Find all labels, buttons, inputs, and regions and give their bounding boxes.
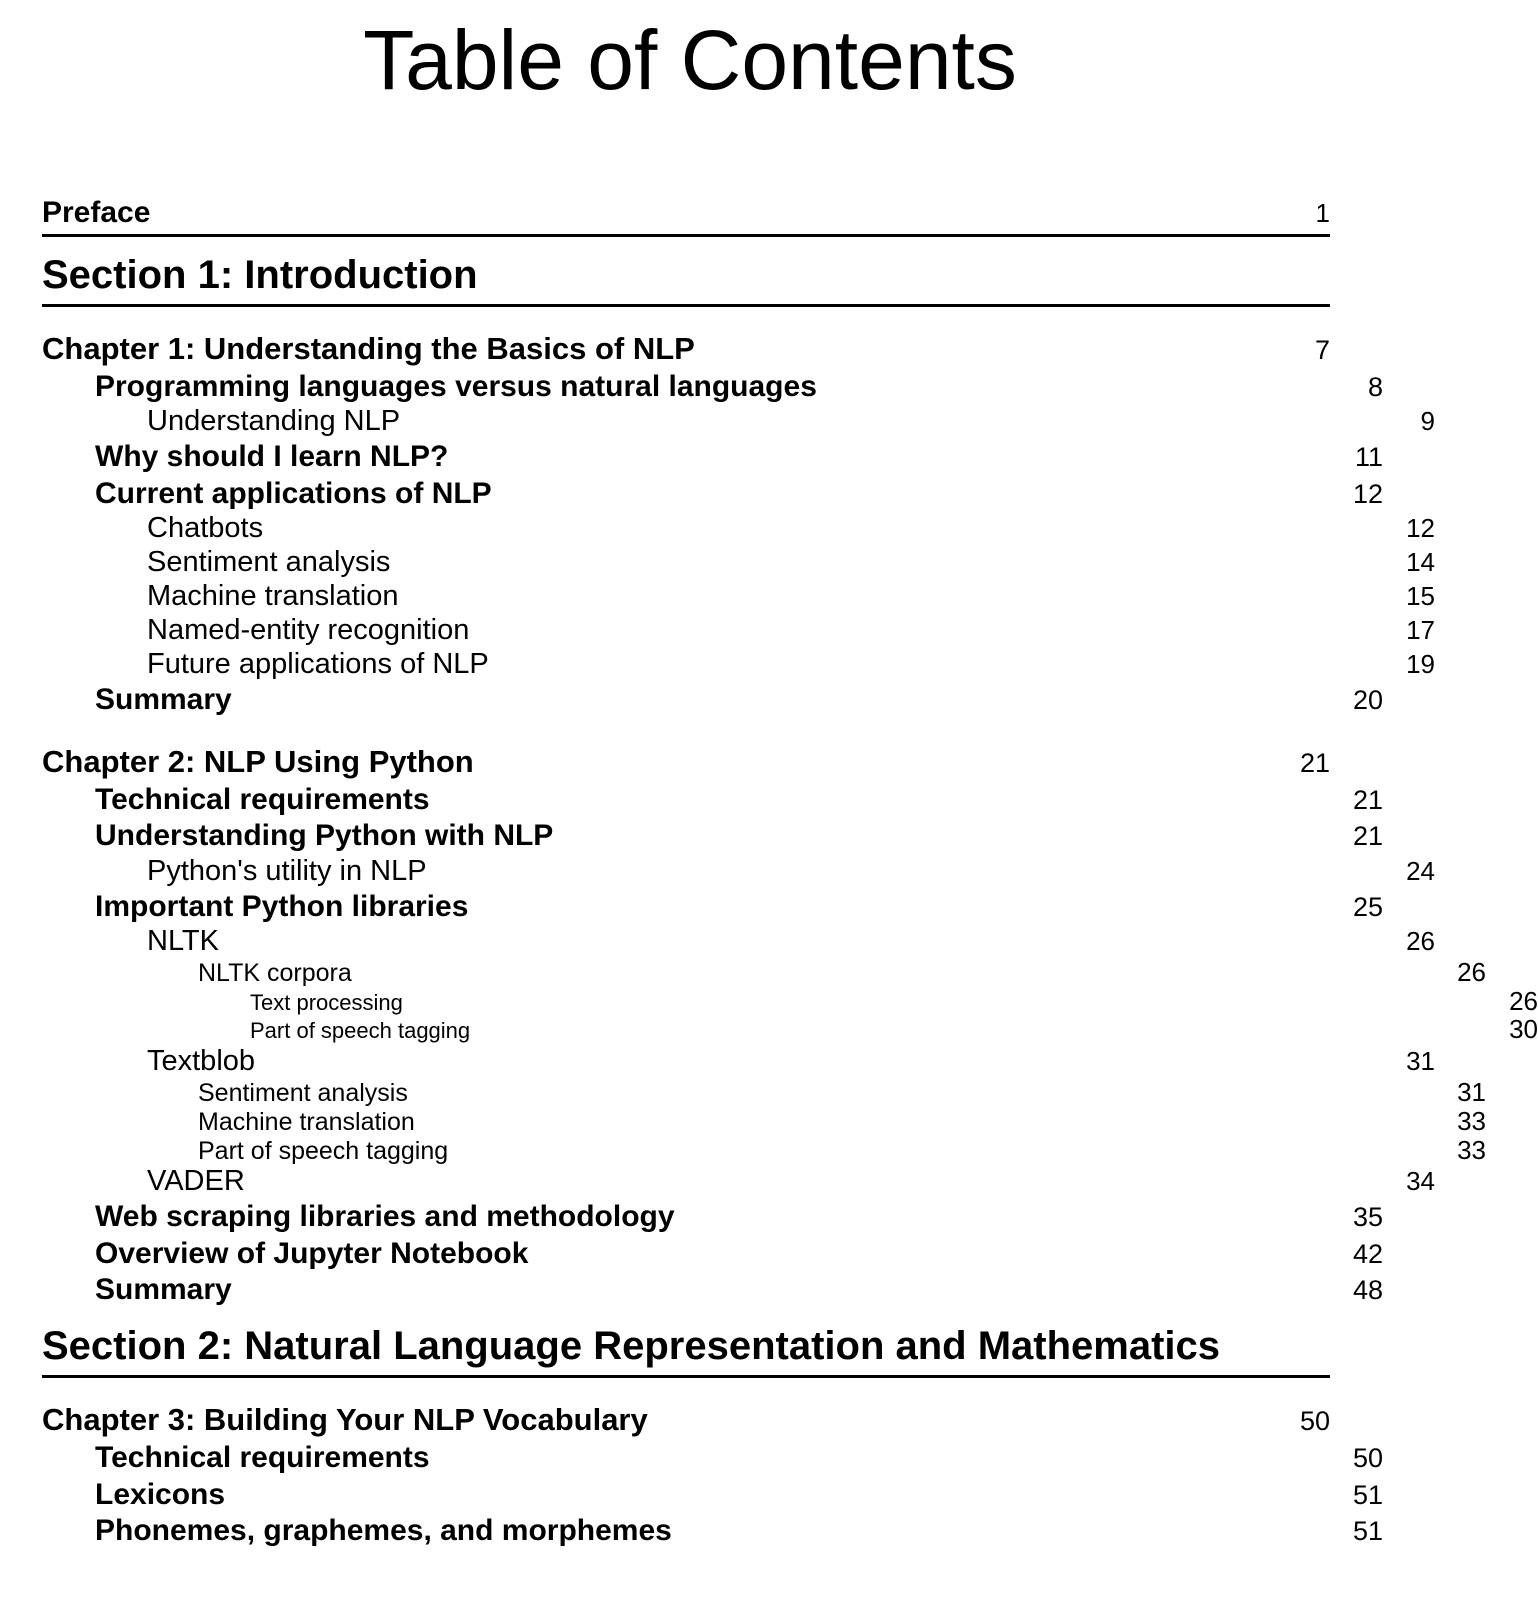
entry-label: Technical requirements	[95, 783, 430, 817]
entry-page-number: 20	[1352, 684, 1383, 715]
toc-entry-level-2[interactable]	[147, 648, 1435, 682]
entry-page-number: 31	[1457, 1077, 1486, 1108]
toc-entry-level-1[interactable]	[95, 1199, 1383, 1235]
entry-page-number: 9	[1420, 406, 1435, 437]
toc-entry-chapter[interactable]	[42, 742, 1330, 782]
entry-page-number: 51	[1352, 1479, 1383, 1510]
entry-label: NLTK corpora	[198, 958, 352, 987]
entry-label: Chapter 3: Building Your NLP Vocabulary	[42, 1402, 648, 1438]
entry-label: Chapter 2: NLP Using Python	[42, 743, 474, 779]
entry-page-number: 8	[1367, 372, 1383, 403]
section-heading[interactable]	[42, 1308, 1330, 1375]
toc-entry-level-2[interactable]	[147, 1045, 1435, 1079]
entry-page-number: 26	[1457, 956, 1486, 987]
entry-page-number: 1	[1315, 198, 1330, 228]
toc-entry-level-1[interactable]	[95, 889, 1383, 925]
entry-label: Part of speech tagging	[198, 1136, 449, 1165]
toc-entry-level-2[interactable]	[147, 512, 1435, 546]
toc-entry-level-2[interactable]	[147, 405, 1435, 439]
section-heading-label: Section 1: Introduction	[42, 253, 478, 297]
chapter-group	[42, 329, 1538, 1308]
entry-label: Future applications of NLP	[147, 647, 489, 680]
entry-label: Machine translation	[147, 579, 399, 612]
section-heading[interactable]	[42, 237, 1330, 304]
toc-entry-level-1[interactable]	[95, 1272, 1383, 1308]
toc-entry-level-4[interactable]	[250, 1016, 1538, 1045]
entry-label: Lexicons	[95, 1477, 226, 1511]
entry-label: Sentiment analysis	[147, 545, 391, 578]
entry-label: Important Python libraries	[95, 889, 469, 923]
toc-entry-level-1[interactable]	[95, 1236, 1383, 1272]
entry-page-number: 50	[1352, 1443, 1383, 1474]
toc-entry-level-4[interactable]	[250, 985, 1538, 1017]
page-title: Table of Contents	[363, 13, 1017, 107]
entry-label: Text processing	[250, 989, 403, 1015]
entry-page-number: 42	[1352, 1238, 1383, 1269]
toc-entry-level-1[interactable]	[95, 1477, 1383, 1513]
entry-label: Overview of Jupyter Notebook	[95, 1236, 529, 1270]
entry-page-number: 21	[1299, 747, 1330, 778]
entry-page-number: 34	[1406, 1166, 1435, 1197]
entry-label: Web scraping libraries and methodology	[95, 1200, 675, 1234]
entry-label: Phonemes, graphemes, and morphemes	[95, 1513, 672, 1547]
entry-label: Summary	[95, 682, 232, 716]
chapter-group	[42, 1400, 1383, 1549]
entry-label: Technical requirements	[95, 1441, 430, 1475]
entry-label: NLTK	[147, 924, 219, 957]
toc-entry-level-2[interactable]	[147, 580, 1435, 614]
entry-page-number: 51	[1352, 1515, 1383, 1546]
chapter-block	[42, 329, 1435, 718]
toc-entry-level-1[interactable]	[95, 439, 1383, 475]
entry-page-number: 14	[1406, 546, 1435, 577]
entry-label: Why should I learn NLP?	[95, 440, 449, 474]
toc-entry-level-1[interactable]	[95, 476, 1383, 512]
chapter-block	[42, 742, 1538, 1308]
toc-entry-level-2[interactable]	[147, 925, 1435, 959]
toc-entry-level-3[interactable]	[198, 956, 1486, 988]
entry-label: Machine translation	[198, 1107, 415, 1136]
entry-label: Textblob	[147, 1045, 256, 1078]
entry-label: Understanding Python with NLP	[95, 819, 554, 853]
entry-label: Chapter 1: Understanding the Basics of NLP	[42, 330, 695, 366]
entry-page-number: 30	[1509, 1014, 1538, 1045]
toc-entry-level-1[interactable]	[95, 369, 1383, 405]
entry-page-number: 19	[1406, 648, 1435, 679]
entry-label: Understanding NLP	[147, 405, 401, 438]
entry-page-number: 7	[1314, 334, 1330, 365]
section-heading-label: Section 2: Natural Language Representation and Mathematics	[42, 1324, 1221, 1369]
toc-entry-chapter[interactable]	[42, 1400, 1330, 1440]
toc-entry-level-1[interactable]	[95, 818, 1383, 854]
entry-label: Sentiment analysis	[198, 1079, 408, 1108]
toc-entry-level-2[interactable]	[147, 1165, 1435, 1199]
entry-page-number: 50	[1299, 1406, 1330, 1437]
toc-entry-level-3[interactable]	[198, 1134, 1486, 1166]
entry-label: Named-entity recognition	[147, 613, 470, 646]
section-rule	[42, 1375, 1330, 1378]
toc-entry-level-3[interactable]	[198, 1079, 1486, 1108]
entry-label: Summary	[95, 1272, 232, 1306]
toc-entry-chapter[interactable]	[42, 329, 1330, 369]
entry-page-number: 21	[1352, 785, 1383, 816]
toc-entry-preface[interactable]	[42, 196, 1330, 234]
entry-label: Python's utility in NLP	[147, 854, 427, 887]
entry-page-number: 33	[1457, 1105, 1486, 1136]
entry-label: Preface	[42, 196, 151, 229]
entry-page-number: 12	[1352, 478, 1383, 509]
entry-page-number: 17	[1406, 614, 1435, 645]
entry-page-number: 33	[1457, 1134, 1486, 1165]
entry-page-number: 15	[1406, 580, 1435, 611]
entry-page-number: 31	[1406, 1046, 1435, 1077]
entry-page-number: 12	[1406, 512, 1435, 543]
toc-entry-level-1[interactable]	[95, 1513, 1383, 1549]
entry-page-number: 11	[1354, 442, 1383, 473]
toc-entry-level-1[interactable]	[95, 782, 1383, 818]
toc-entry-level-2[interactable]	[147, 546, 1435, 580]
toc-entry-level-3[interactable]	[198, 1105, 1486, 1137]
entry-page-number: 35	[1352, 1202, 1383, 1233]
entry-label: Current applications of NLP	[95, 476, 492, 510]
entry-label: Part of speech tagging	[250, 1018, 471, 1044]
chapter-block	[42, 1400, 1383, 1549]
toc-entry-level-2[interactable]	[147, 614, 1435, 648]
entry-page-number: 21	[1352, 821, 1383, 852]
entry-page-number: 24	[1406, 855, 1435, 886]
entry-page-number: 48	[1352, 1274, 1383, 1305]
toc-entry-list	[42, 196, 1538, 1549]
entry-label: Chatbots	[147, 511, 264, 544]
entry-page-number: 26	[1509, 985, 1538, 1016]
entry-page-number: 26	[1406, 925, 1435, 956]
entry-label: VADER	[147, 1165, 245, 1198]
toc-entry-level-1[interactable]	[95, 1440, 1383, 1476]
section-rule	[42, 304, 1330, 307]
entry-page-number: 25	[1352, 891, 1383, 922]
toc-entry-level-2[interactable]	[147, 855, 1435, 889]
toc-entry-level-1[interactable]	[95, 682, 1383, 718]
entry-label: Programming languages versus natural languages	[95, 370, 817, 404]
